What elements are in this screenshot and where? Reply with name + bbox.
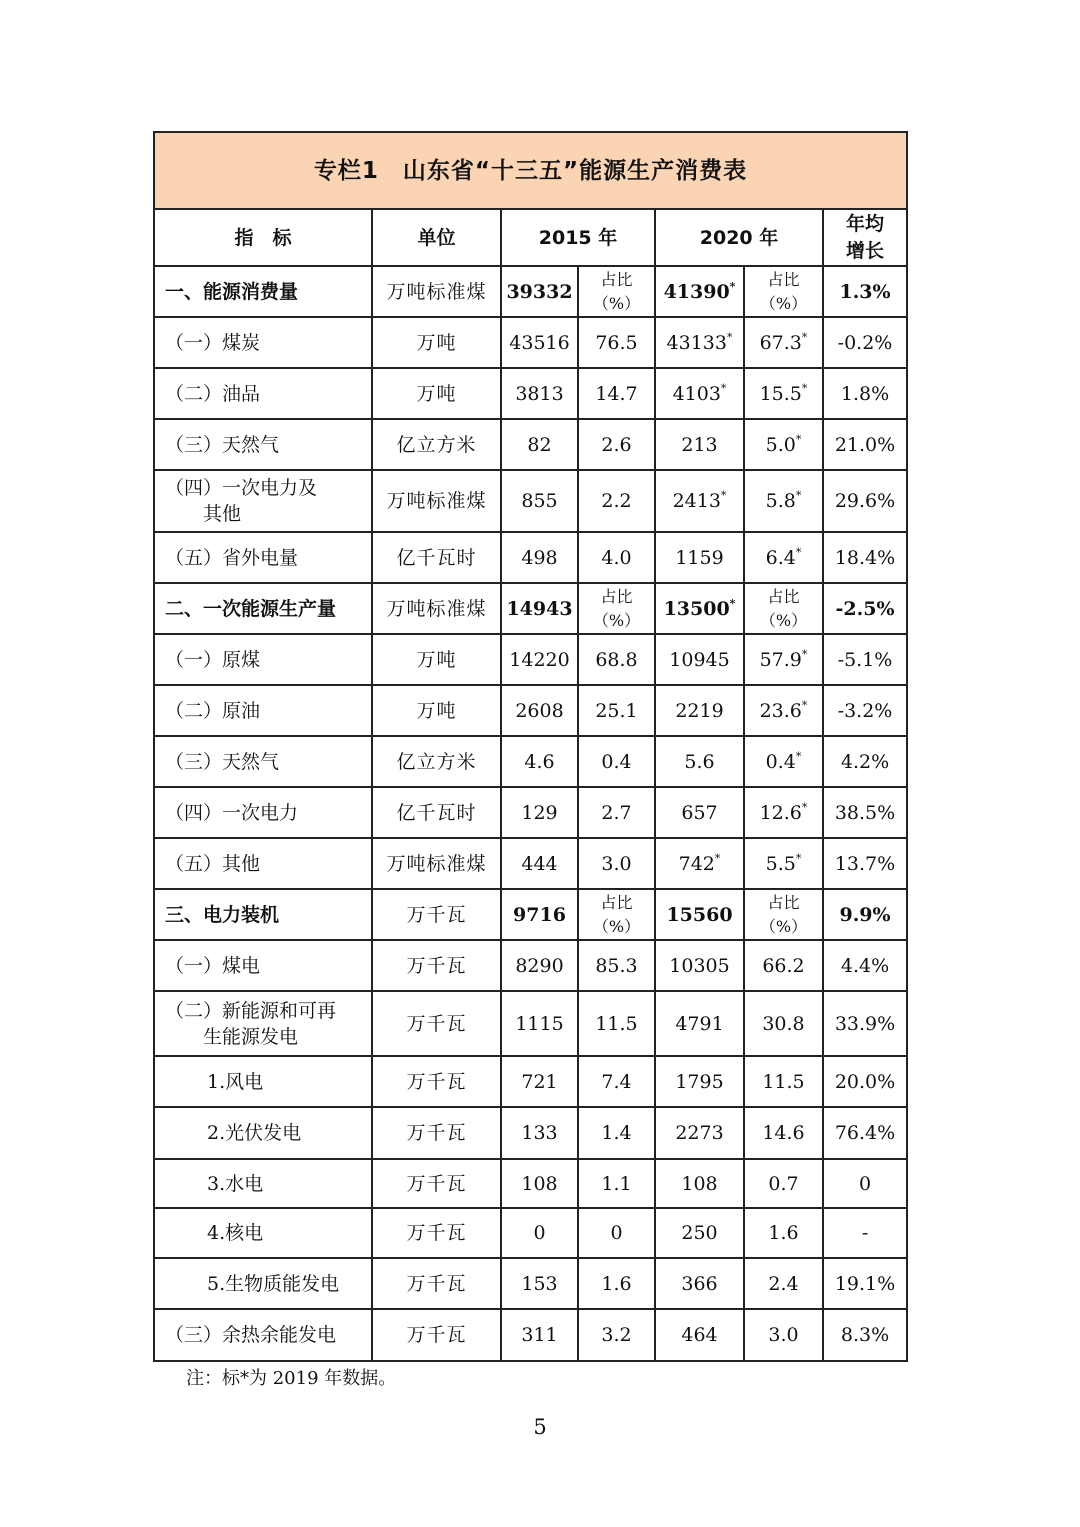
row-label-text: （二）原油 <box>165 699 261 722</box>
share-2020 <box>744 838 823 889</box>
value-2020 <box>655 470 744 532</box>
value-2015: 498 <box>501 532 578 583</box>
share-2015: 85.3 <box>578 940 655 991</box>
row-label-text: （二）油品 <box>165 382 261 405</box>
asterisk-mark: * <box>714 851 721 865</box>
asterisk-mark: * <box>795 432 802 446</box>
value-2020-text: 10305 <box>669 954 730 977</box>
value-2020 <box>655 1208 744 1258</box>
row-unit: 亿千瓦时 <box>372 787 501 838</box>
table-row <box>154 940 907 991</box>
value-2020 <box>655 266 744 317</box>
share-2020-text: 1.6 <box>768 1222 799 1244</box>
value-2020 <box>655 583 744 634</box>
row-label <box>154 991 372 1056</box>
value-2020-text: 5.6 <box>684 750 715 773</box>
value-2015: 0 <box>501 1208 578 1258</box>
row-label <box>154 838 372 889</box>
row-label <box>154 940 372 991</box>
row-unit: 万千瓦 <box>372 991 501 1056</box>
share-2020 <box>744 889 823 940</box>
header-growth: 年均 增长 <box>823 209 907 266</box>
value-2020-text: 108 <box>681 1172 718 1195</box>
value-2015: 4.6 <box>501 736 578 787</box>
table-row <box>154 838 907 889</box>
title-row <box>154 132 907 209</box>
value-2020-text: 4103 <box>672 382 721 405</box>
row-label <box>154 532 372 583</box>
value-2020 <box>655 1159 744 1208</box>
asterisk-mark: * <box>801 381 808 395</box>
share-2020 <box>744 266 823 317</box>
row-label <box>154 470 372 532</box>
table-row <box>154 266 907 317</box>
row-label-text: 1.风电 <box>207 1070 264 1093</box>
table-row <box>154 685 907 736</box>
share-2015: 占比 （%） <box>578 266 655 317</box>
table-row <box>154 368 907 419</box>
table-row <box>154 889 907 940</box>
row-label <box>154 889 372 940</box>
table-row <box>154 1159 907 1208</box>
growth-rate: 9.9% <box>823 889 907 940</box>
share-2015: 2.7 <box>578 787 655 838</box>
value-2015: 721 <box>501 1056 578 1107</box>
row-unit: 万吨标准煤 <box>372 470 501 532</box>
table-row <box>154 1107 907 1159</box>
row-label <box>154 685 372 736</box>
value-2020-text: 464 <box>681 1324 718 1346</box>
value-2020-text: 2219 <box>675 699 724 722</box>
growth-rate: 19.1% <box>823 1258 907 1309</box>
value-2020-text: 4791 <box>675 1012 724 1035</box>
row-label <box>154 1107 372 1159</box>
share-2020 <box>744 736 823 787</box>
row-label <box>154 368 372 419</box>
row-label-text: （三）天然气 <box>165 433 280 456</box>
share-2020-text: 5.8 <box>765 490 796 512</box>
value-2020 <box>655 685 744 736</box>
share-2020-text: 66.2 <box>762 954 805 977</box>
value-2015: 855 <box>501 470 578 532</box>
value-2015: 3813 <box>501 368 578 419</box>
share-2015: 1.1 <box>578 1159 655 1208</box>
row-label <box>154 736 372 787</box>
header-2020: 2020 年 <box>655 209 823 266</box>
table-row <box>154 583 907 634</box>
share-2020 <box>744 940 823 991</box>
share-2015: 占比 （%） <box>578 583 655 634</box>
share-2015: 76.5 <box>578 317 655 368</box>
table-row <box>154 419 907 470</box>
share-2020-text: 占比 （%） <box>759 892 808 936</box>
table-row <box>154 736 907 787</box>
value-2020 <box>655 1258 744 1309</box>
asterisk-mark: * <box>795 851 802 865</box>
share-2015: 68.8 <box>578 634 655 685</box>
growth-rate: 21.0% <box>823 419 907 470</box>
asterisk-mark: * <box>801 647 808 661</box>
value-2020-text: 250 <box>681 1222 718 1244</box>
row-label <box>154 317 372 368</box>
value-2020 <box>655 419 744 470</box>
share-2020-text: 2.4 <box>768 1272 799 1295</box>
share-2020 <box>744 1056 823 1107</box>
asterisk-mark: * <box>729 596 736 610</box>
row-label-text: （五）省外电量 <box>165 546 299 569</box>
share-2020-text: 0.7 <box>768 1172 799 1195</box>
share-2015: 2.6 <box>578 419 655 470</box>
row-label <box>154 1208 372 1258</box>
row-label-text: （四）一次电力 <box>165 801 299 824</box>
value-2015: 444 <box>501 838 578 889</box>
row-unit: 万吨标准煤 <box>372 838 501 889</box>
asterisk-mark: * <box>795 545 802 559</box>
row-label <box>154 634 372 685</box>
table-row <box>154 787 907 838</box>
share-2020-text: 占比 （%） <box>759 269 808 313</box>
value-2020 <box>655 317 744 368</box>
table-row <box>154 532 907 583</box>
share-2020 <box>744 1309 823 1361</box>
growth-rate: -2.5% <box>823 583 907 634</box>
value-2015: 14220 <box>501 634 578 685</box>
row-unit: 亿千瓦时 <box>372 532 501 583</box>
share-2020-text: 3.0 <box>768 1324 799 1346</box>
row-label-text: 3.水电 <box>207 1172 264 1195</box>
table-row <box>154 1258 907 1309</box>
row-unit: 万千瓦 <box>372 1056 501 1107</box>
asterisk-mark: * <box>801 698 808 712</box>
share-2015: 3.0 <box>578 838 655 889</box>
asterisk-mark: * <box>726 330 733 344</box>
value-2020-text: 1795 <box>675 1070 724 1093</box>
row-label-text: 4.核电 <box>207 1222 264 1244</box>
header-unit: 单位 <box>372 209 501 266</box>
share-2020-text: 30.8 <box>762 1012 805 1035</box>
growth-rate: -3.2% <box>823 685 907 736</box>
growth-rate: 13.7% <box>823 838 907 889</box>
value-2020 <box>655 1056 744 1107</box>
share-2020-text: 67.3 <box>759 331 802 354</box>
value-2020 <box>655 634 744 685</box>
asterisk-mark: * <box>795 489 802 502</box>
row-label-text: （二）新能源和可再 生能源发电 <box>165 999 337 1048</box>
row-unit: 万千瓦 <box>372 1159 501 1208</box>
row-label-text: （三）余热余能发电 <box>165 1324 337 1346</box>
share-2020 <box>744 991 823 1056</box>
growth-rate: 76.4% <box>823 1107 907 1159</box>
share-2020 <box>744 634 823 685</box>
growth-rate: -0.2% <box>823 317 907 368</box>
row-unit: 万千瓦 <box>372 889 501 940</box>
value-2015: 129 <box>501 787 578 838</box>
row-unit: 万吨 <box>372 317 501 368</box>
row-label <box>154 1159 372 1208</box>
row-unit: 万吨 <box>372 685 501 736</box>
row-label-text: 一、能源消费量 <box>165 280 299 303</box>
value-2020-text: 366 <box>681 1272 718 1295</box>
row-unit: 万吨标准煤 <box>372 583 501 634</box>
value-2020-text: 1159 <box>675 546 724 569</box>
table-row <box>154 991 907 1056</box>
share-2020 <box>744 685 823 736</box>
share-2020-text: 0.4 <box>765 750 796 773</box>
value-2015: 2608 <box>501 685 578 736</box>
growth-rate: 38.5% <box>823 787 907 838</box>
value-2020-text: 2413 <box>672 490 721 512</box>
share-2020-text: 23.6 <box>759 699 802 722</box>
share-2020-text: 12.6 <box>759 801 802 824</box>
table-row <box>154 1208 907 1258</box>
row-label <box>154 1309 372 1361</box>
share-2015: 占比 （%） <box>578 889 655 940</box>
row-label-text: 2.光伏发电 <box>207 1122 302 1144</box>
value-2015: 153 <box>501 1258 578 1309</box>
row-label <box>154 1258 372 1309</box>
row-unit: 万千瓦 <box>372 1208 501 1258</box>
share-2020 <box>744 470 823 532</box>
asterisk-mark: * <box>801 330 808 344</box>
table-row <box>154 1056 907 1107</box>
value-2015: 311 <box>501 1309 578 1361</box>
share-2020 <box>744 419 823 470</box>
row-label-text: （一）原煤 <box>165 648 261 671</box>
row-unit: 万吨 <box>372 368 501 419</box>
value-2020-text: 13500 <box>663 597 730 620</box>
share-2020 <box>744 1107 823 1159</box>
growth-rate: 29.6% <box>823 470 907 532</box>
asterisk-mark: * <box>801 800 808 814</box>
asterisk-mark: * <box>720 489 727 502</box>
value-2015: 39332 <box>501 266 578 317</box>
share-2020 <box>744 368 823 419</box>
row-label-text: 三、电力装机 <box>165 903 280 926</box>
share-2015: 7.4 <box>578 1056 655 1107</box>
growth-rate: 8.3% <box>823 1309 907 1361</box>
footnote: 注：标*为 2019 年数据。 <box>186 1368 397 1389</box>
row-label-text: （五）其他 <box>165 852 261 875</box>
share-2015: 11.5 <box>578 991 655 1056</box>
growth-rate: 4.4% <box>823 940 907 991</box>
growth-rate: 18.4% <box>823 532 907 583</box>
value-2015: 82 <box>501 419 578 470</box>
growth-rate: 33.9% <box>823 991 907 1056</box>
value-2020 <box>655 736 744 787</box>
table-title: 专栏1 山东省“十三五”能源生产消费表 <box>154 132 907 209</box>
growth-rate: 1.3% <box>823 266 907 317</box>
share-2020-text: 57.9 <box>759 648 802 671</box>
page-number: 5 <box>533 1415 547 1439</box>
header-indicator: 指 标 <box>154 209 372 266</box>
value-2020-text: 213 <box>681 433 718 456</box>
table-row <box>154 1309 907 1361</box>
value-2015: 108 <box>501 1159 578 1208</box>
table-row <box>154 317 907 368</box>
energy-table <box>153 131 908 1362</box>
value-2020 <box>655 1309 744 1361</box>
value-2015: 8290 <box>501 940 578 991</box>
row-unit: 万吨 <box>372 634 501 685</box>
share-2015: 3.2 <box>578 1309 655 1361</box>
row-unit: 亿立方米 <box>372 736 501 787</box>
share-2015: 2.2 <box>578 470 655 532</box>
row-label-text: （一）煤电 <box>165 954 261 977</box>
growth-rate: 1.8% <box>823 368 907 419</box>
row-label <box>154 1056 372 1107</box>
growth-rate: 4.2% <box>823 736 907 787</box>
share-2020-text: 5.0 <box>765 433 796 456</box>
share-2015: 1.6 <box>578 1258 655 1309</box>
value-2020 <box>655 838 744 889</box>
share-2015: 4.0 <box>578 532 655 583</box>
row-label-text: （三）天然气 <box>165 750 280 773</box>
value-2020 <box>655 368 744 419</box>
share-2015: 25.1 <box>578 685 655 736</box>
value-2020-text: 10945 <box>669 648 730 671</box>
value-2020 <box>655 991 744 1056</box>
header-2015: 2015 年 <box>501 209 655 266</box>
share-2020 <box>744 1159 823 1208</box>
row-label <box>154 583 372 634</box>
value-2020 <box>655 787 744 838</box>
share-2020 <box>744 532 823 583</box>
share-2015: 1.4 <box>578 1107 655 1159</box>
growth-rate: 0 <box>823 1159 907 1208</box>
share-2020 <box>744 1258 823 1309</box>
value-2015: 133 <box>501 1107 578 1159</box>
value-2015: 1115 <box>501 991 578 1056</box>
value-2015: 14943 <box>501 583 578 634</box>
share-2020-text: 6.4 <box>765 546 796 569</box>
row-label <box>154 419 372 470</box>
value-2020 <box>655 889 744 940</box>
share-2020 <box>744 583 823 634</box>
value-2020 <box>655 940 744 991</box>
row-unit: 万千瓦 <box>372 1309 501 1361</box>
asterisk-mark: * <box>720 381 727 395</box>
row-unit: 万千瓦 <box>372 1107 501 1159</box>
row-label-text: 二、一次能源生产量 <box>165 597 337 620</box>
row-unit: 万千瓦 <box>372 940 501 991</box>
share-2015: 14.7 <box>578 368 655 419</box>
row-label <box>154 266 372 317</box>
value-2020-text: 41390 <box>663 280 730 303</box>
share-2020 <box>744 1208 823 1258</box>
table-row <box>154 470 907 532</box>
value-2020 <box>655 532 744 583</box>
share-2020-text: 占比 （%） <box>759 586 808 630</box>
row-label-text: （一）煤炭 <box>165 331 261 354</box>
value-2020-text: 657 <box>681 801 718 824</box>
asterisk-mark: * <box>729 279 736 293</box>
value-2020-text: 2273 <box>675 1122 724 1144</box>
value-2015: 9716 <box>501 889 578 940</box>
row-unit: 亿立方米 <box>372 419 501 470</box>
share-2020 <box>744 787 823 838</box>
share-2020-text: 14.6 <box>762 1122 805 1144</box>
value-2020 <box>655 1107 744 1159</box>
share-2020 <box>744 317 823 368</box>
table-row <box>154 634 907 685</box>
growth-rate: - <box>823 1208 907 1258</box>
share-2015: 0.4 <box>578 736 655 787</box>
share-2020-text: 5.5 <box>765 852 796 875</box>
share-2020-text: 15.5 <box>759 382 802 405</box>
row-label-text: （四）一次电力及 其他 <box>165 477 318 525</box>
header-row <box>154 209 907 266</box>
row-label <box>154 787 372 838</box>
row-unit: 万吨标准煤 <box>372 266 501 317</box>
asterisk-mark: * <box>795 749 802 763</box>
share-2015: 0 <box>578 1208 655 1258</box>
value-2020-text: 15560 <box>666 903 733 926</box>
value-2020-text: 742 <box>678 852 715 875</box>
row-unit: 万千瓦 <box>372 1258 501 1309</box>
value-2020-text: 43133 <box>666 331 727 354</box>
growth-rate: 20.0% <box>823 1056 907 1107</box>
share-2020-text: 11.5 <box>762 1070 805 1093</box>
value-2015: 43516 <box>501 317 578 368</box>
growth-rate: -5.1% <box>823 634 907 685</box>
row-label-text: 5.生物质能发电 <box>207 1272 340 1295</box>
